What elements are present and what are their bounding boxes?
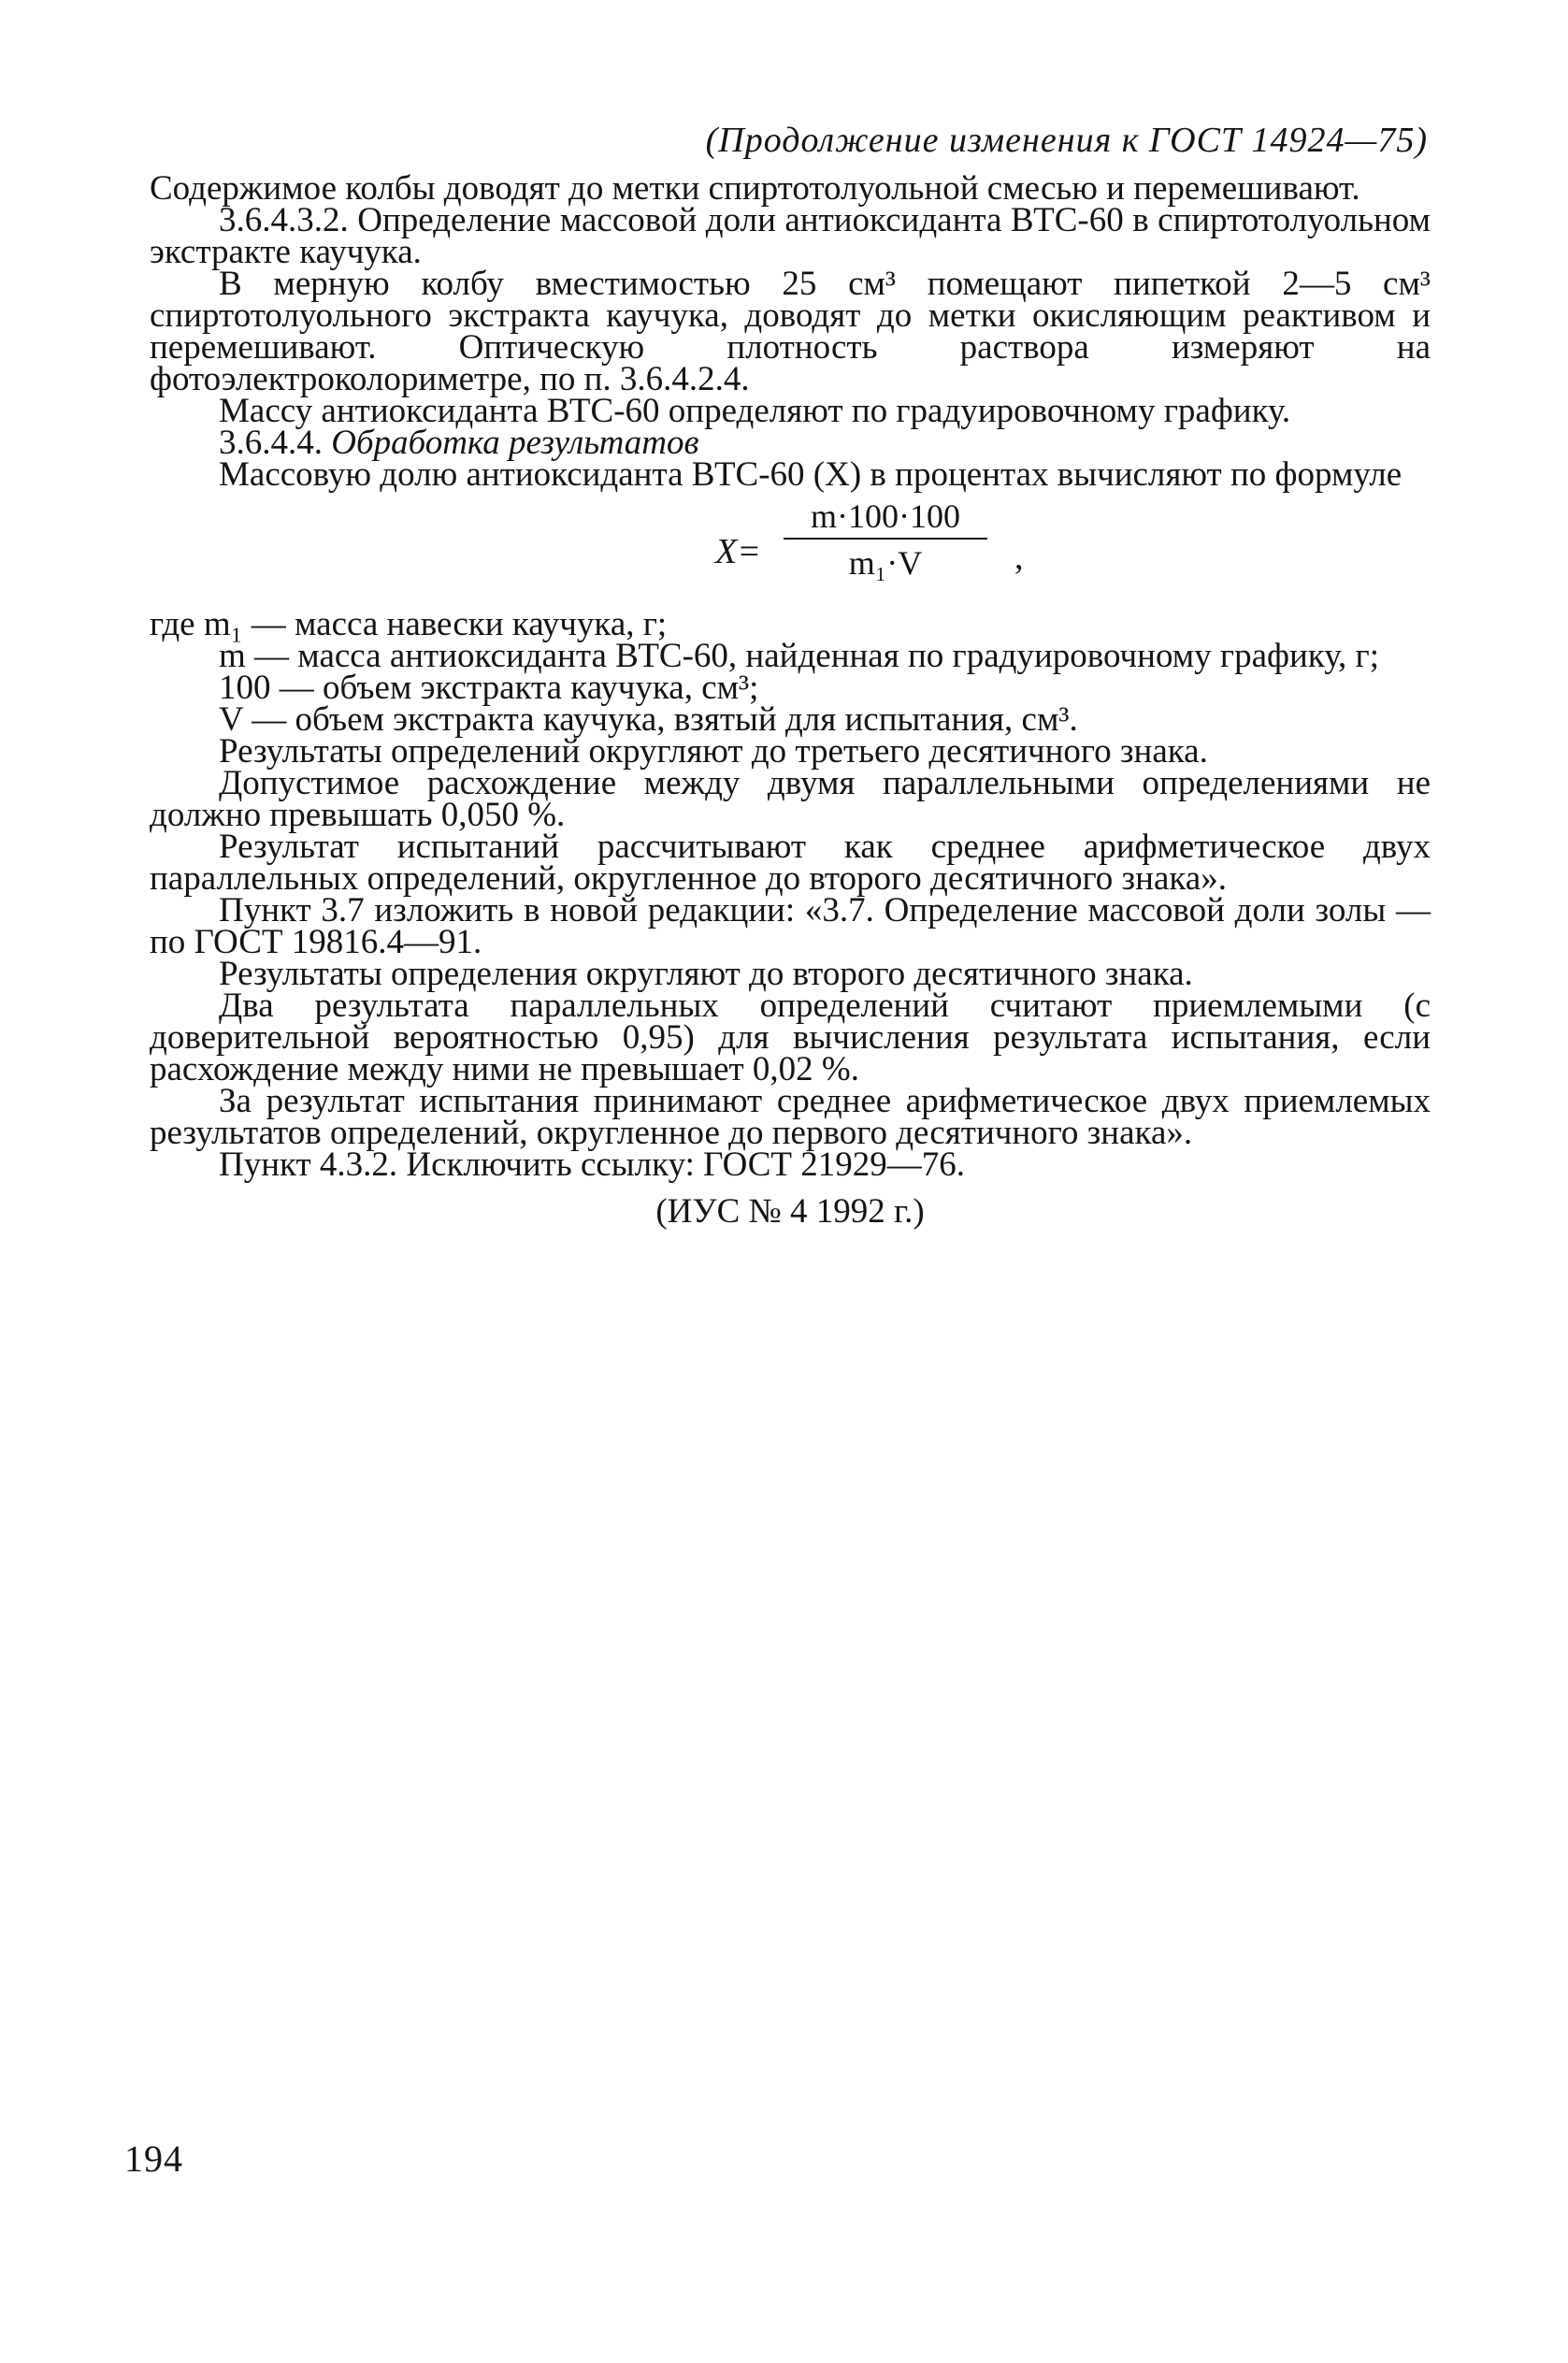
definition-m1: где m₁ — масса навески каучука, г;	[150, 605, 668, 643]
paragraph-rounding-third: Результаты определений округляют до третьего десятичного знака.	[219, 732, 1208, 771]
running-header: (Продолжение изменения к ГОСТ 14924—75)	[705, 121, 1428, 160]
mass-fraction-formula	[150, 498, 1431, 603]
paragraph-flask-procedure: В мерную колбу вместимостью 25 см³ помещают пипеткой 2—5 см³ спиртотолуольного экстракта каучука, доводят до метки окисляющим реактивом и перемешивают. Оптическую плотность раствора измеряют на фотоэлектроколориметре, по п. 3.6.4.2.4.	[150, 265, 1431, 398]
paragraph-clause-3-7: Пункт 3.7 изложить в новой редакции: «3.7. Определение массовой доли золы — по ГОСТ 19816.4—91.	[150, 891, 1431, 961]
page-number: 194	[124, 2138, 183, 2180]
section-heading-3-6-4-4	[150, 424, 1431, 462]
formula-trailing: ,	[1014, 538, 1024, 577]
formula-intro: Массовую долю антиоксиданта ВТС-60 (X) в процентах вычисляют по формуле	[219, 455, 1403, 494]
paragraph-acceptability: Два результата параллельных определений считают приемлемыми (с доверительной вероятностью 0,95) для вычисления результата испытания, если расхождение между ними не превышает 0,02 %.	[150, 987, 1431, 1088]
formula-lhs: X=	[715, 532, 761, 571]
formula-fraction	[778, 497, 993, 582]
paragraph-clause-4-3-2: Пункт 4.3.2. Исключить ссылку: ГОСТ 21929—76.	[219, 1145, 966, 1184]
formula-denominator: m₁·V	[848, 544, 923, 582]
document-body	[150, 169, 1431, 1231]
definition-v: V — объем экстракта каучука, взятый для испытания, см³.	[219, 700, 1078, 739]
paragraph-clause-3-6-4-3-2: 3.6.4.3.2. Определение массовой доли антиоксиданта ВТС-60 в спиртотолуольном экстракте каучука.	[150, 201, 1431, 271]
formula-numerator: m·100·100	[811, 497, 960, 535]
definition-100: 100 — объем экстракта каучука, см³;	[219, 669, 759, 707]
section-number: 3.6.4.4.	[219, 424, 323, 462]
section-title: Обработка результатов	[331, 424, 699, 462]
paragraph-result-mean: Результат испытаний рассчитывают как среднее арифметическое двух параллельных определений, округленное до второго десятичного знака».	[150, 828, 1431, 898]
paragraph-tolerance: Допустимое расхождение между двумя параллельными определениями не должно превышать 0,050 %.	[150, 764, 1431, 834]
paragraph-mixing: Содержимое колбы доводят до метки спиртотолуольной смесью и перемешивают.	[150, 169, 1360, 208]
paragraph-calibration: Массу антиоксиданта ВТС-60 определяют по градуировочному графику.	[219, 392, 1291, 430]
definition-m: m — масса антиоксиданта ВТС-60, найденная по градуировочному графику, г;	[219, 637, 1379, 675]
formula-definitions	[150, 605, 1431, 739]
paragraph-rounding-second: Результаты определения округляют до второго десятичного знака.	[219, 955, 1193, 993]
paragraph-final-result: За результат испытания принимают среднее арифметическое двух приемлемых результатов определений, округленное до первого десятичного знака».	[150, 1082, 1431, 1152]
issue-note: (ИУС № 4 1992 г.)	[655, 1192, 925, 1231]
